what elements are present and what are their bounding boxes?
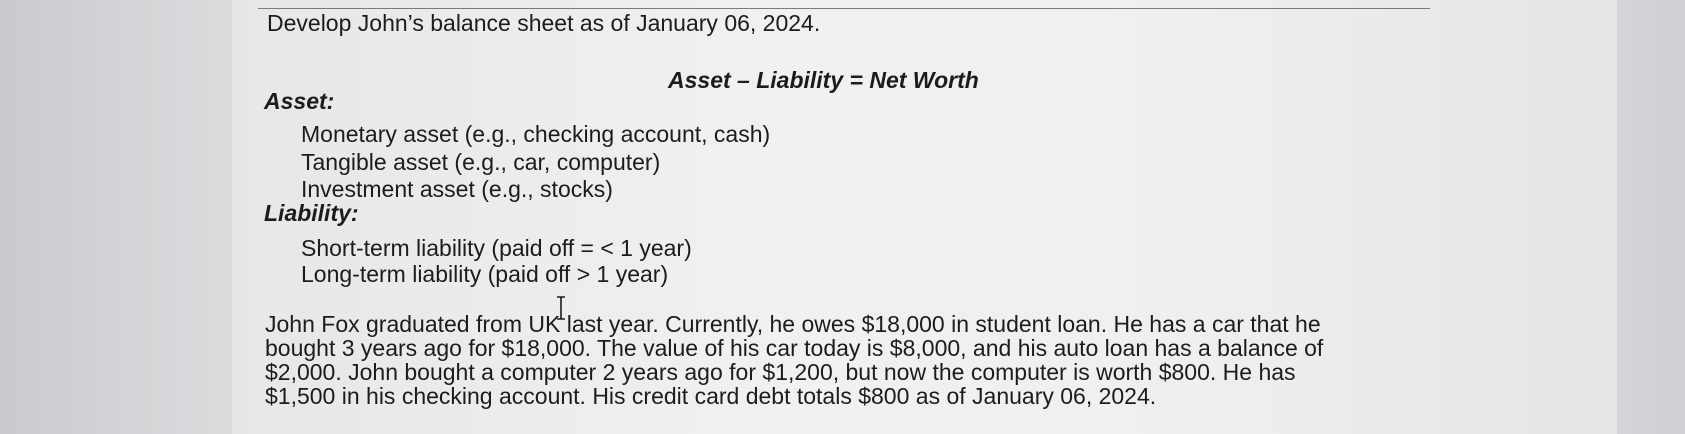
- top-divider: [258, 8, 1430, 9]
- liability-item-short-term: Short-term liability (paid off = < 1 year): [301, 235, 692, 261]
- paragraph-line: $2,000. John bought a computer 2 years ago for $1,200, but now the computer is worth $800. He has: [265, 359, 1296, 385]
- liability-item-long-term: Long-term liability (paid off > 1 year): [301, 261, 669, 287]
- asset-title: Asset:: [264, 88, 335, 114]
- liability-title: Liability:: [264, 200, 359, 226]
- text-cursor-icon: [556, 296, 566, 320]
- asset-item-monetary: Monetary asset (e.g., checking account, cash): [301, 121, 771, 147]
- asset-item-investment: Investment asset (e.g., stocks): [301, 176, 613, 202]
- asset-item-tangible: Tangible asset (e.g., car, computer): [301, 149, 661, 175]
- document-heading: Develop John’s balance sheet as of January 06, 2024.: [267, 10, 821, 36]
- paragraph-line: bought 3 years ago for $18,000. The value of his car today is $8,000, and his auto loan has a balance of: [265, 335, 1324, 361]
- net-worth-formula: Asset – Liability = Net Worth: [668, 67, 979, 93]
- paragraph-line: $1,500 in his checking account. His credit card debt totals $800 as of January 06, 2024.: [265, 383, 1157, 409]
- problem-paragraph: [265, 312, 1405, 408]
- paragraph-line: John Fox graduated from UK last year. Currently, he owes $18,000 in student loan. He has a car that he: [265, 311, 1321, 337]
